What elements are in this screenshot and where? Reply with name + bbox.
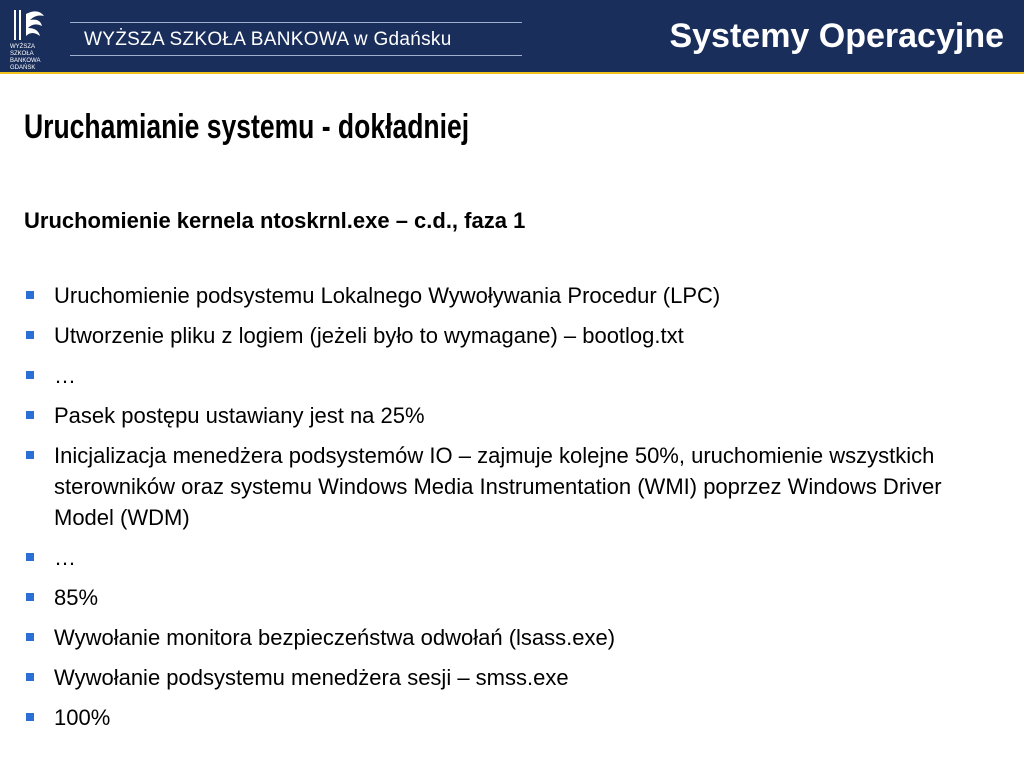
bullet-square-icon	[26, 371, 34, 379]
list-item	[24, 702, 984, 733]
bullet-square-icon	[26, 633, 34, 641]
bullet-square-icon	[26, 593, 34, 601]
list-item	[24, 360, 984, 391]
bullet-text: Utworzenie pliku z logiem (jeżeli było to wymagane) – bootlog.txt	[54, 323, 684, 348]
bullet-text: Wywołanie monitora bezpieczeństwa odwołań (lsass.exe)	[54, 625, 616, 650]
bullet-square-icon	[26, 291, 34, 299]
course-title: Systemy Operacyjne	[669, 17, 1004, 55]
bullet-text: …	[54, 363, 76, 388]
bullet-text: Pasek postępu ustawiany jest na 25%	[54, 403, 425, 428]
logo-emblem-icon	[10, 8, 56, 44]
list-item	[24, 542, 984, 573]
list-item	[24, 440, 984, 533]
bullet-list	[24, 280, 984, 742]
bullet-square-icon	[26, 411, 34, 419]
bullet-text: Inicjalizacja menedżera podsystemów IO – zajmuje kolejne 50%, uruchomienie wszystkich sterowników oraz systemu Windows Media Instrumentation (WMI) poprzez Windows Driver Model (WDM)	[54, 443, 942, 530]
bullet-text: Uruchomienie podsystemu Lokalnego Wywoływania Procedur (LPC)	[54, 283, 721, 308]
institution-name: WYŻSZA SZKOŁA BANKOWA w Gdańsku	[70, 22, 522, 56]
list-item	[24, 280, 984, 311]
list-item	[24, 622, 984, 653]
bullet-text: 85%	[54, 585, 99, 610]
list-item	[24, 582, 984, 613]
bullet-square-icon	[26, 451, 34, 459]
bullet-text: …	[54, 545, 76, 570]
bullet-square-icon	[26, 331, 34, 339]
list-item	[24, 320, 984, 351]
bullet-text: 100%	[54, 705, 111, 730]
school-logo	[10, 8, 56, 71]
bullet-square-icon	[26, 713, 34, 721]
slide-title: Uruchamianie systemu - dokładniej	[24, 108, 470, 146]
slide-subtitle: Uruchomienie kernela ntoskrnl.exe – c.d., faza 1	[24, 208, 526, 233]
bullet-square-icon	[26, 673, 34, 681]
bullet-text: Wywołanie podsystemu menedżera sesji – smss.exe	[54, 665, 569, 690]
logo-text: WYŻSZA SZKOŁA BANKOWA GDAŃSK	[10, 44, 41, 71]
bullet-square-icon	[26, 553, 34, 561]
list-item	[24, 662, 984, 693]
list-item	[24, 400, 984, 431]
header-bar	[0, 0, 1024, 74]
